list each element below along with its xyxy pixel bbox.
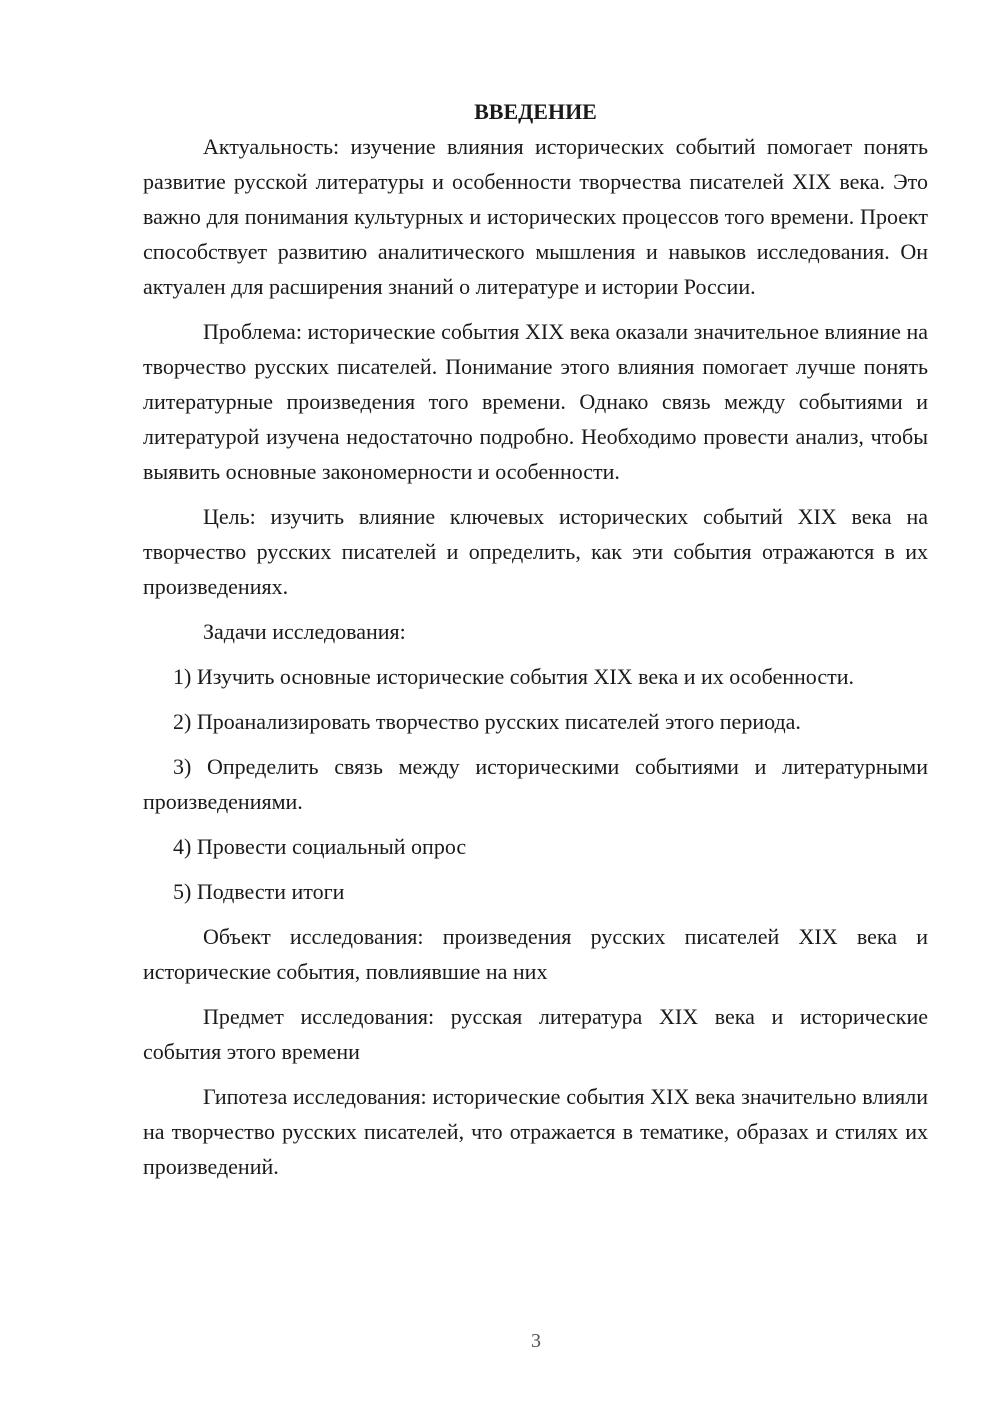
task-item: 3) Определить связь между историческими событиями и литературными произведениями. — [143, 754, 928, 814]
task-item: 4) Провести социальный опрос — [173, 834, 467, 859]
relevance-paragraph: Актуальность: изучение влияния исторических событий помогает понять развитие русской литературы и особенности творчества писателей XIX века. Это важно для понимания культурных и исторических процессов того времени. Проект способствует развитию аналитического мышления и навыков исследования. Он актуален для расширения знаний о литературе и истории России. — [143, 134, 928, 299]
document-title: ВВЕДЕНИЕ — [474, 99, 597, 124]
page-number: 3 — [531, 1330, 541, 1352]
problem-paragraph: Проблема: исторические события XIX века оказали значительное влияние на творчество русских писателей. Понимание этого влияния помогает лучше понять литературные произведения того времени. Однако связь между событиями и литературой изучена недостаточно подробно. Необходимо провести анализ, чтобы выявить основные закономерности и особенности. — [143, 319, 928, 484]
task-item: 5) Подвести итоги — [173, 879, 345, 904]
subject-paragraph: Предмет исследования: русская литература XIX века и исторические события этого времени — [143, 1004, 928, 1064]
object-paragraph: Объект исследования: произведения русских писателей XIX века и исторические события, повлиявшие на них — [143, 924, 928, 984]
document-page — [143, 94, 928, 1184]
goal-paragraph: Цель: изучить влияние ключевых исторических событий XIX века на творчество русских писателей и определить, как эти события отражаются в их произведениях. — [143, 504, 928, 599]
tasks-heading: Задачи исследования: — [203, 619, 406, 644]
task-item: 2) Проанализировать творчество русских писателей этого периода. — [173, 709, 801, 734]
task-item: 1) Изучить основные исторические события XIX века и их особенности. — [173, 664, 854, 689]
hypothesis-paragraph: Гипотеза исследования: исторические события XIX века значительно влияли на творчество русских писателей, что отражается в тематике, образах и стилях их произведений. — [143, 1084, 928, 1179]
